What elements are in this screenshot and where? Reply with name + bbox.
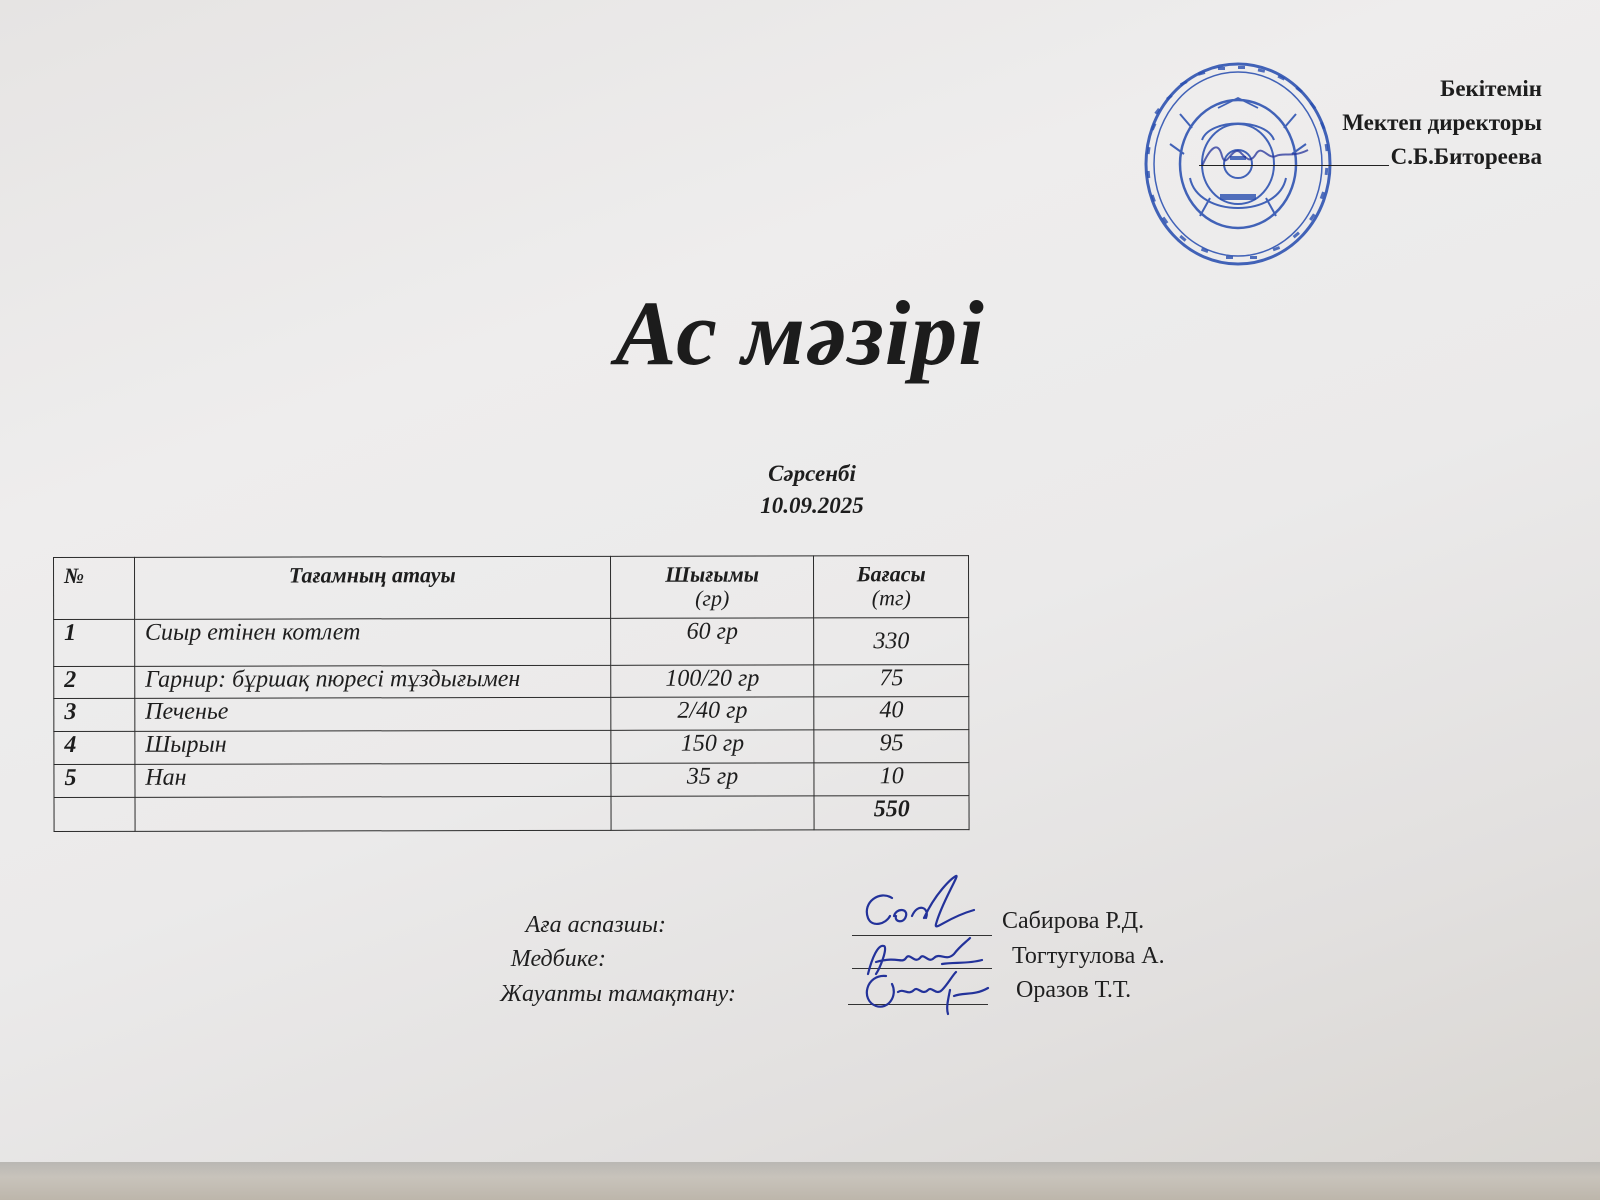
row-price: 10 <box>814 763 969 796</box>
weekday: Сәрсенбі <box>768 461 856 486</box>
row-name: Нан <box>135 763 611 797</box>
row-price: 95 <box>814 730 969 763</box>
header-yield-main: Шығымы <box>665 561 760 587</box>
row-yield: 150 гр <box>611 730 815 763</box>
responsible-signature-icon <box>858 966 994 1018</box>
header-yield-unit: (гр) <box>695 585 730 611</box>
row-yield: 2/40 гр <box>611 697 815 730</box>
row-num: 5 <box>54 764 135 797</box>
role-responsible: Жауапты тамақтану: <box>500 981 736 1007</box>
menu-date: 10.09.2025 <box>760 493 864 518</box>
header-price-main: Бағасы <box>856 561 926 587</box>
person-nurse: Тогтугулова А. <box>1012 943 1165 969</box>
row-yield: 100/20 гр <box>610 665 814 697</box>
row-price: 75 <box>814 665 969 697</box>
approval-heading: Бекітемін <box>1440 76 1542 101</box>
header-num: № <box>54 557 135 619</box>
header-price-unit: (тг) <box>871 585 911 611</box>
row-num: 4 <box>54 731 135 764</box>
row-name: Шырын <box>135 730 611 764</box>
row-num: 1 <box>54 619 135 666</box>
row-name: Сиыр етінен котлет <box>134 618 610 666</box>
page-title: Ас мәзірі <box>615 282 985 384</box>
person-head-cook: Сабирова Р.Д. <box>1002 908 1145 934</box>
row-name: Гарнир: бұршақ пюресі тұздығымен <box>135 665 611 698</box>
header-name: Тағамның атауы <box>134 556 610 619</box>
person-responsible: Оразов Т.Т. <box>1016 977 1132 1003</box>
approval-position: Мектеп директоры <box>1342 110 1542 135</box>
row-yield: 35 гр <box>611 763 815 796</box>
role-nurse: Медбике: <box>510 946 606 972</box>
total-price: 550 <box>814 796 969 830</box>
head-cook-signature-icon <box>856 872 986 942</box>
row-num: 3 <box>54 698 135 731</box>
approval-director-name: С.Б.Битореева <box>1390 144 1542 169</box>
row-price: 40 <box>814 697 969 730</box>
row-name: Печенье <box>135 697 611 731</box>
row-price: 330 <box>814 618 969 665</box>
row-num: 2 <box>54 666 135 698</box>
role-head-cook: Аға аспазшы: <box>525 912 666 938</box>
row-yield: 60 гр <box>610 618 814 665</box>
